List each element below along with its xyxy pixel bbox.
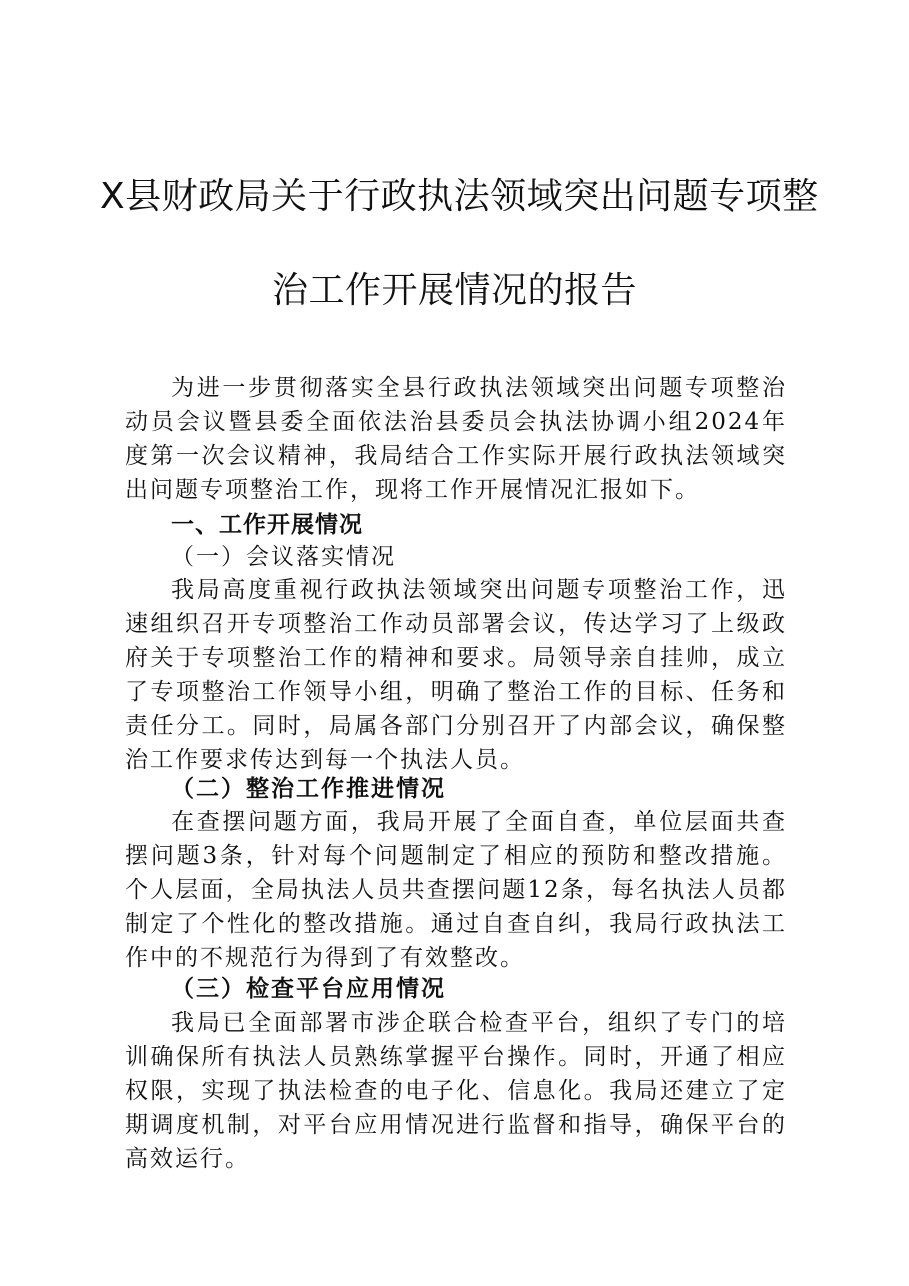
document-title-line-1: X县财政局关于行政执法领域突出问题专项整 <box>100 176 819 217</box>
subsection-heading-rectification: （二）整治工作推进情况 <box>171 775 446 802</box>
subsection-paragraph-platform: 我局已全面部署市涉企联合检查平台，组织了专门的培训确保所有执法人员熟练掌握平台操作。同时，开通了相应权限，实现了执法检查的电子化、信息化。我局还建立了定期调度机制，对平台应用情况进行监督和指导，确保平台的高效运行。 <box>125 1010 787 1172</box>
document-title-line-2: 治工作开展情况的报告 <box>271 270 637 311</box>
subsection-paragraph-meeting: 我局高度重视行政执法领域突出问题专项整治工作，迅速组织召开专项整治工作动员部署会议，传达学习了上级政府关于专项整治工作的精神和要求。局领导亲自挂帅，成立了专项整治工作领导小组，明确了整治工作的目标、任务和责任分工。同时，局属各部门分别召开了内部会议，确保整治工作要求传达到每一个执法人员。 <box>125 577 787 773</box>
subsection-heading-meeting: （一）会议落实情况 <box>171 544 396 570</box>
intro-paragraph: 为进一步贯彻落实全县行政执法领域突出问题专项整治动员会议暨县委全面依法治县委员会执法协调小组2024年度第一次会议精神，我局结合工作实际开展行政执法领域突出问题专项整治工作，现将工作开展情况汇报如下。 <box>125 375 787 503</box>
section-heading-work-status: 一、工作开展情况 <box>171 512 363 538</box>
subsection-paragraph-rectification: 在查摆问题方面，我局开展了全面自查，单位层面共查摆问题3条，针对每个问题制定了相应的预防和整改措施。个人层面，全局执法人员共查摆问题12条，每名执法人员都制定了个性化的整改措施。通过自查自纠，我局行政执法工作中的不规范行为得到了有效整改。 <box>125 809 787 971</box>
subsection-heading-platform: （三）检查平台应用情况 <box>171 975 446 1002</box>
